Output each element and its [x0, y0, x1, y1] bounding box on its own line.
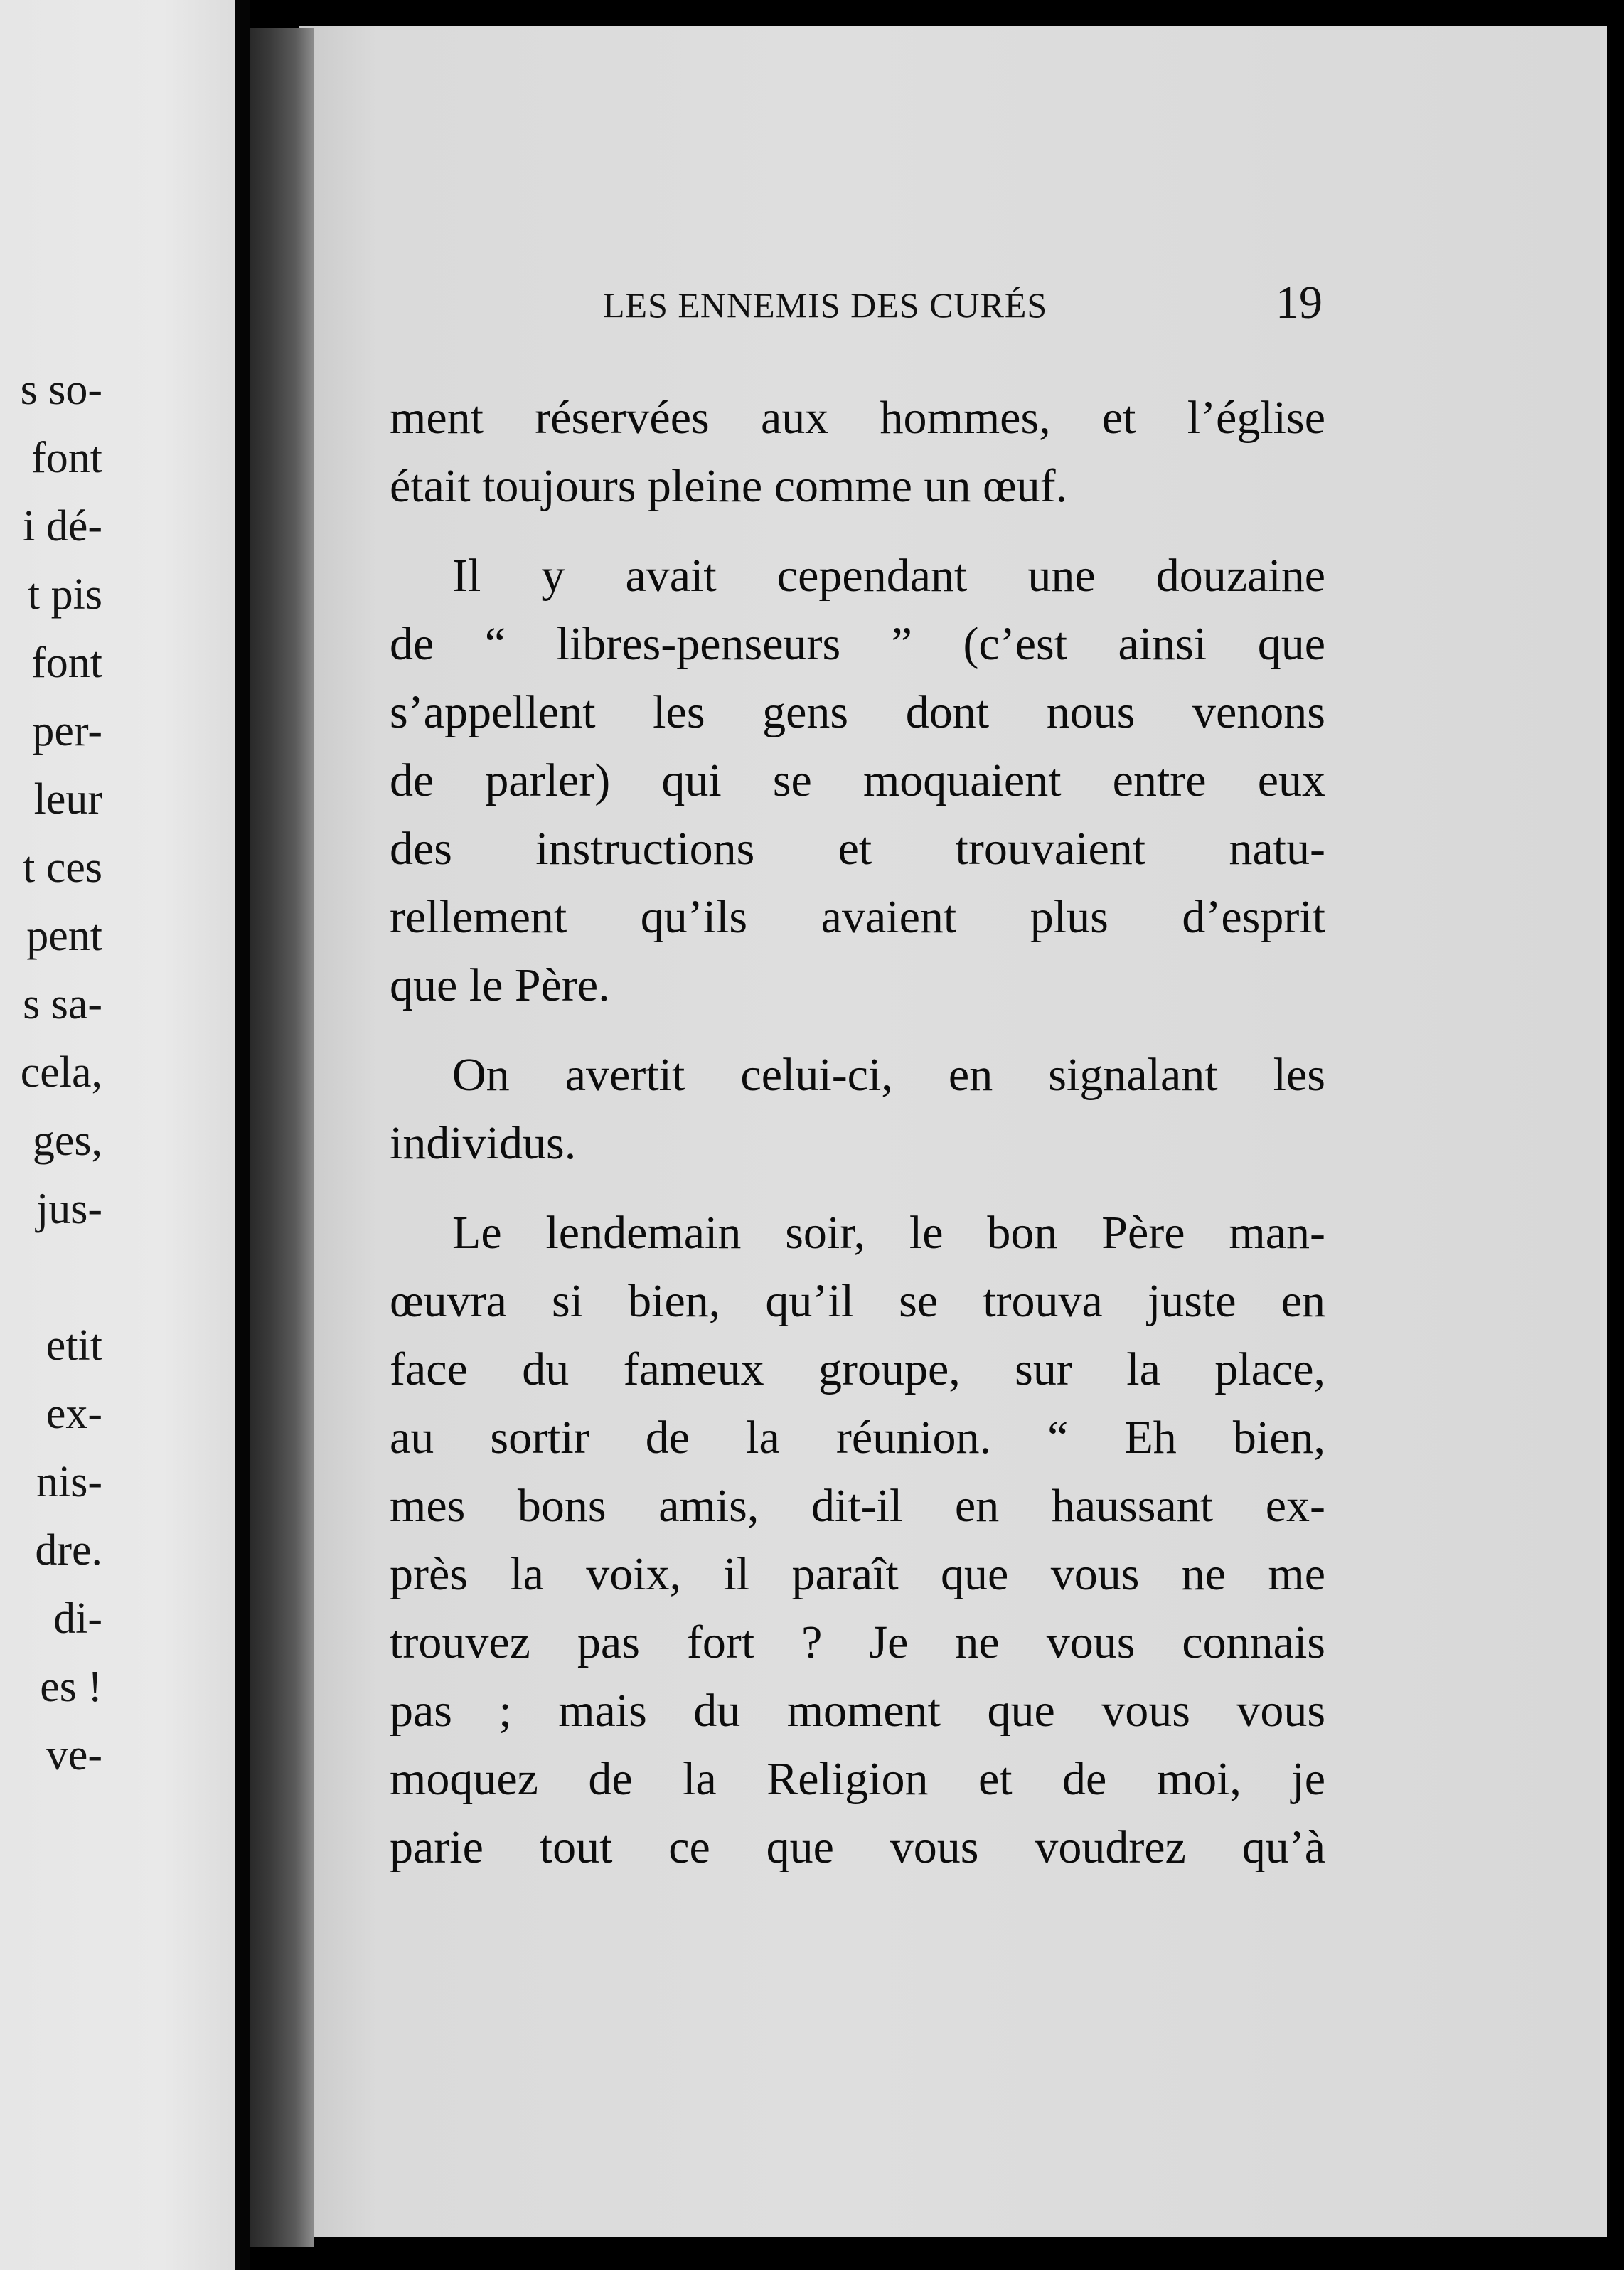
text-line: rellement qu’ils avaient plus d’esprit	[390, 891, 1325, 943]
text-line: On avertit celui-ci, en signalant les	[452, 1049, 1325, 1101]
left-line: etit	[46, 1321, 102, 1370]
left-line: t pis	[27, 570, 102, 619]
text-line: face du fameux groupe, sur la place,	[390, 1343, 1325, 1395]
paragraph	[390, 542, 1325, 1020]
left-page-text	[0, 356, 235, 1789]
left-line: per-	[32, 707, 102, 755]
text-line: œuvra si bien, qu’il se trouva juste en	[390, 1275, 1325, 1327]
text-line: parie tout ce que vous voudrez qu’à	[390, 1821, 1325, 1873]
left-line: i dé-	[23, 502, 102, 550]
left-line: di-	[53, 1594, 102, 1643]
text-line: au sortir de la réunion. “ Eh bien,	[390, 1412, 1325, 1464]
left-line: ges,	[32, 1117, 102, 1165]
text-line: moquez de la Religion et de moi, je	[390, 1753, 1325, 1805]
text-line: près la voix, il paraît que vous ne me	[390, 1548, 1325, 1600]
left-line: ex-	[46, 1390, 102, 1438]
left-line: t ces	[23, 843, 102, 892]
text-line: Le lendemain soir, le bon Père man-	[452, 1207, 1325, 1259]
left-line: jus-	[36, 1185, 102, 1233]
text-line: mes bons amis, dit-il en haussant ex-	[390, 1480, 1325, 1532]
paragraph	[390, 1199, 1325, 1882]
left-line: ve-	[46, 1731, 102, 1779]
page-number: 19	[1276, 277, 1323, 329]
text-line: pas ; mais du moment que vous vous	[390, 1685, 1325, 1737]
paragraph	[390, 1041, 1325, 1178]
left-line: s sa-	[23, 980, 102, 1028]
text-line: de “ libres-penseurs ” (c’est ainsi que	[390, 618, 1325, 670]
left-line-blank	[0, 1243, 235, 1311]
left-line: font	[31, 434, 102, 482]
left-line: font	[31, 639, 102, 687]
text-line: individus.	[390, 1117, 577, 1169]
left-line: dre.	[35, 1526, 102, 1574]
left-line: leur	[33, 775, 102, 824]
left-line: s so-	[20, 366, 102, 414]
running-head: LES ENNEMIS DES CURÉS	[603, 285, 1048, 325]
left-line: nis-	[36, 1458, 102, 1506]
left-facing-page	[0, 0, 235, 2270]
left-line: cela,	[20, 1048, 102, 1097]
text-line: ment réservées aux hommes, et l’église	[390, 392, 1325, 444]
page-body	[390, 384, 1325, 1882]
left-line: pent	[26, 912, 102, 960]
text-line: était toujours pleine comme un œuf.	[390, 460, 1068, 512]
text-line: Il y avait cependant une douzaine	[452, 550, 1325, 602]
text-line: trouvez pas fort ? Je ne vous connais	[390, 1616, 1325, 1668]
text-line: des instructions et trouvaient natu-	[390, 823, 1325, 875]
text-line: de parler) qui se moquaient entre eux	[390, 755, 1325, 806]
book-gutter	[250, 28, 314, 2247]
left-line: es !	[40, 1663, 102, 1711]
text-line: que le Père.	[390, 959, 610, 1011]
text-line: s’appellent les gens dont nous venons	[390, 686, 1325, 738]
paragraph	[390, 384, 1325, 521]
page-edge	[235, 0, 250, 2270]
